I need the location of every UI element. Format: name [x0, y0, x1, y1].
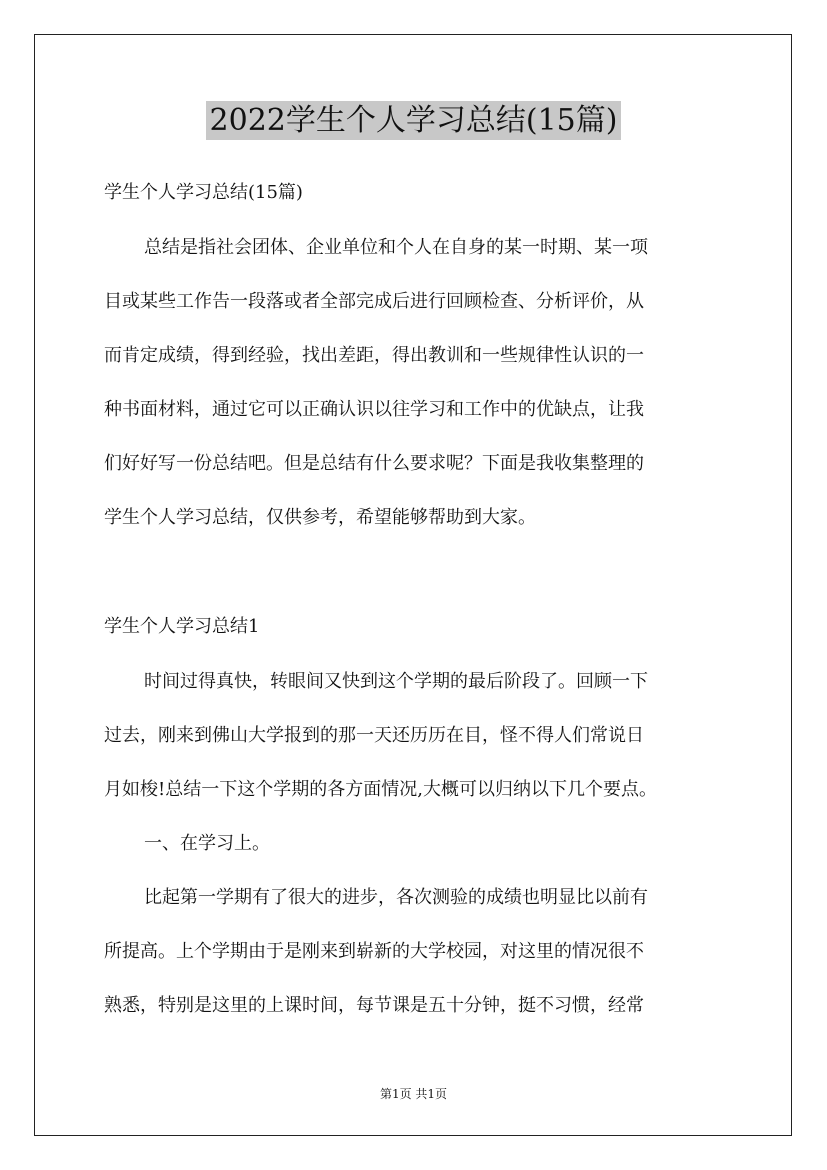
intro-line: 总结是指社会团体、企业单位和个人在自身的某一时期、某一项 — [144, 237, 648, 258]
body-line: 比起第一学期有了很大的进步，各次测验的成绩也明显比以前有 — [144, 887, 648, 908]
section-heading: 学生个人学习总结1 — [104, 616, 260, 637]
document-title: 2022学生个人学习总结(15篇) — [206, 101, 622, 140]
document-title-wrapper — [0, 100, 827, 142]
intro-line: 学生个人学习总结，仅供参考，希望能够帮助到大家。 — [104, 507, 536, 528]
page-footer: 第1页 共1页 — [379, 1087, 448, 1101]
subheading-line: 一、在学习上。 — [144, 833, 270, 854]
intro-line: 们好好写一份总结吧。但是总结有什么要求呢？下面是我收集整理的 — [104, 453, 644, 474]
body-line: 熟悉，特别是这里的上课时间，每节课是五十分钟，挺不习惯，经常 — [104, 995, 644, 1016]
intro-line: 目或某些工作告一段落或者全部完成后进行回顾检查、分析评价，从 — [104, 291, 644, 312]
body-line: 时间过得真快，转眼间又快到这个学期的最后阶段了。回顾一下 — [144, 671, 648, 692]
body-line: 过去，刚来到佛山大学报到的那一天还历历在目，怪不得人们常说日 — [104, 725, 644, 746]
body-line: 月如梭!总结一下这个学期的各方面情况,大概可以归纳以下几个要点。 — [104, 779, 657, 800]
intro-line: 种书面材料，通过它可以正确认识以往学习和工作中的优缺点，让我 — [104, 399, 644, 420]
intro-line: 而肯定成绩，得到经验，找出差距，得出教训和一些规律性认识的一 — [104, 345, 644, 366]
body-line: 所提高。上个学期由于是刚来到崭新的大学校园，对这里的情况很不 — [104, 941, 644, 962]
document-subtitle: 学生个人学习总结(15篇) — [104, 182, 303, 203]
